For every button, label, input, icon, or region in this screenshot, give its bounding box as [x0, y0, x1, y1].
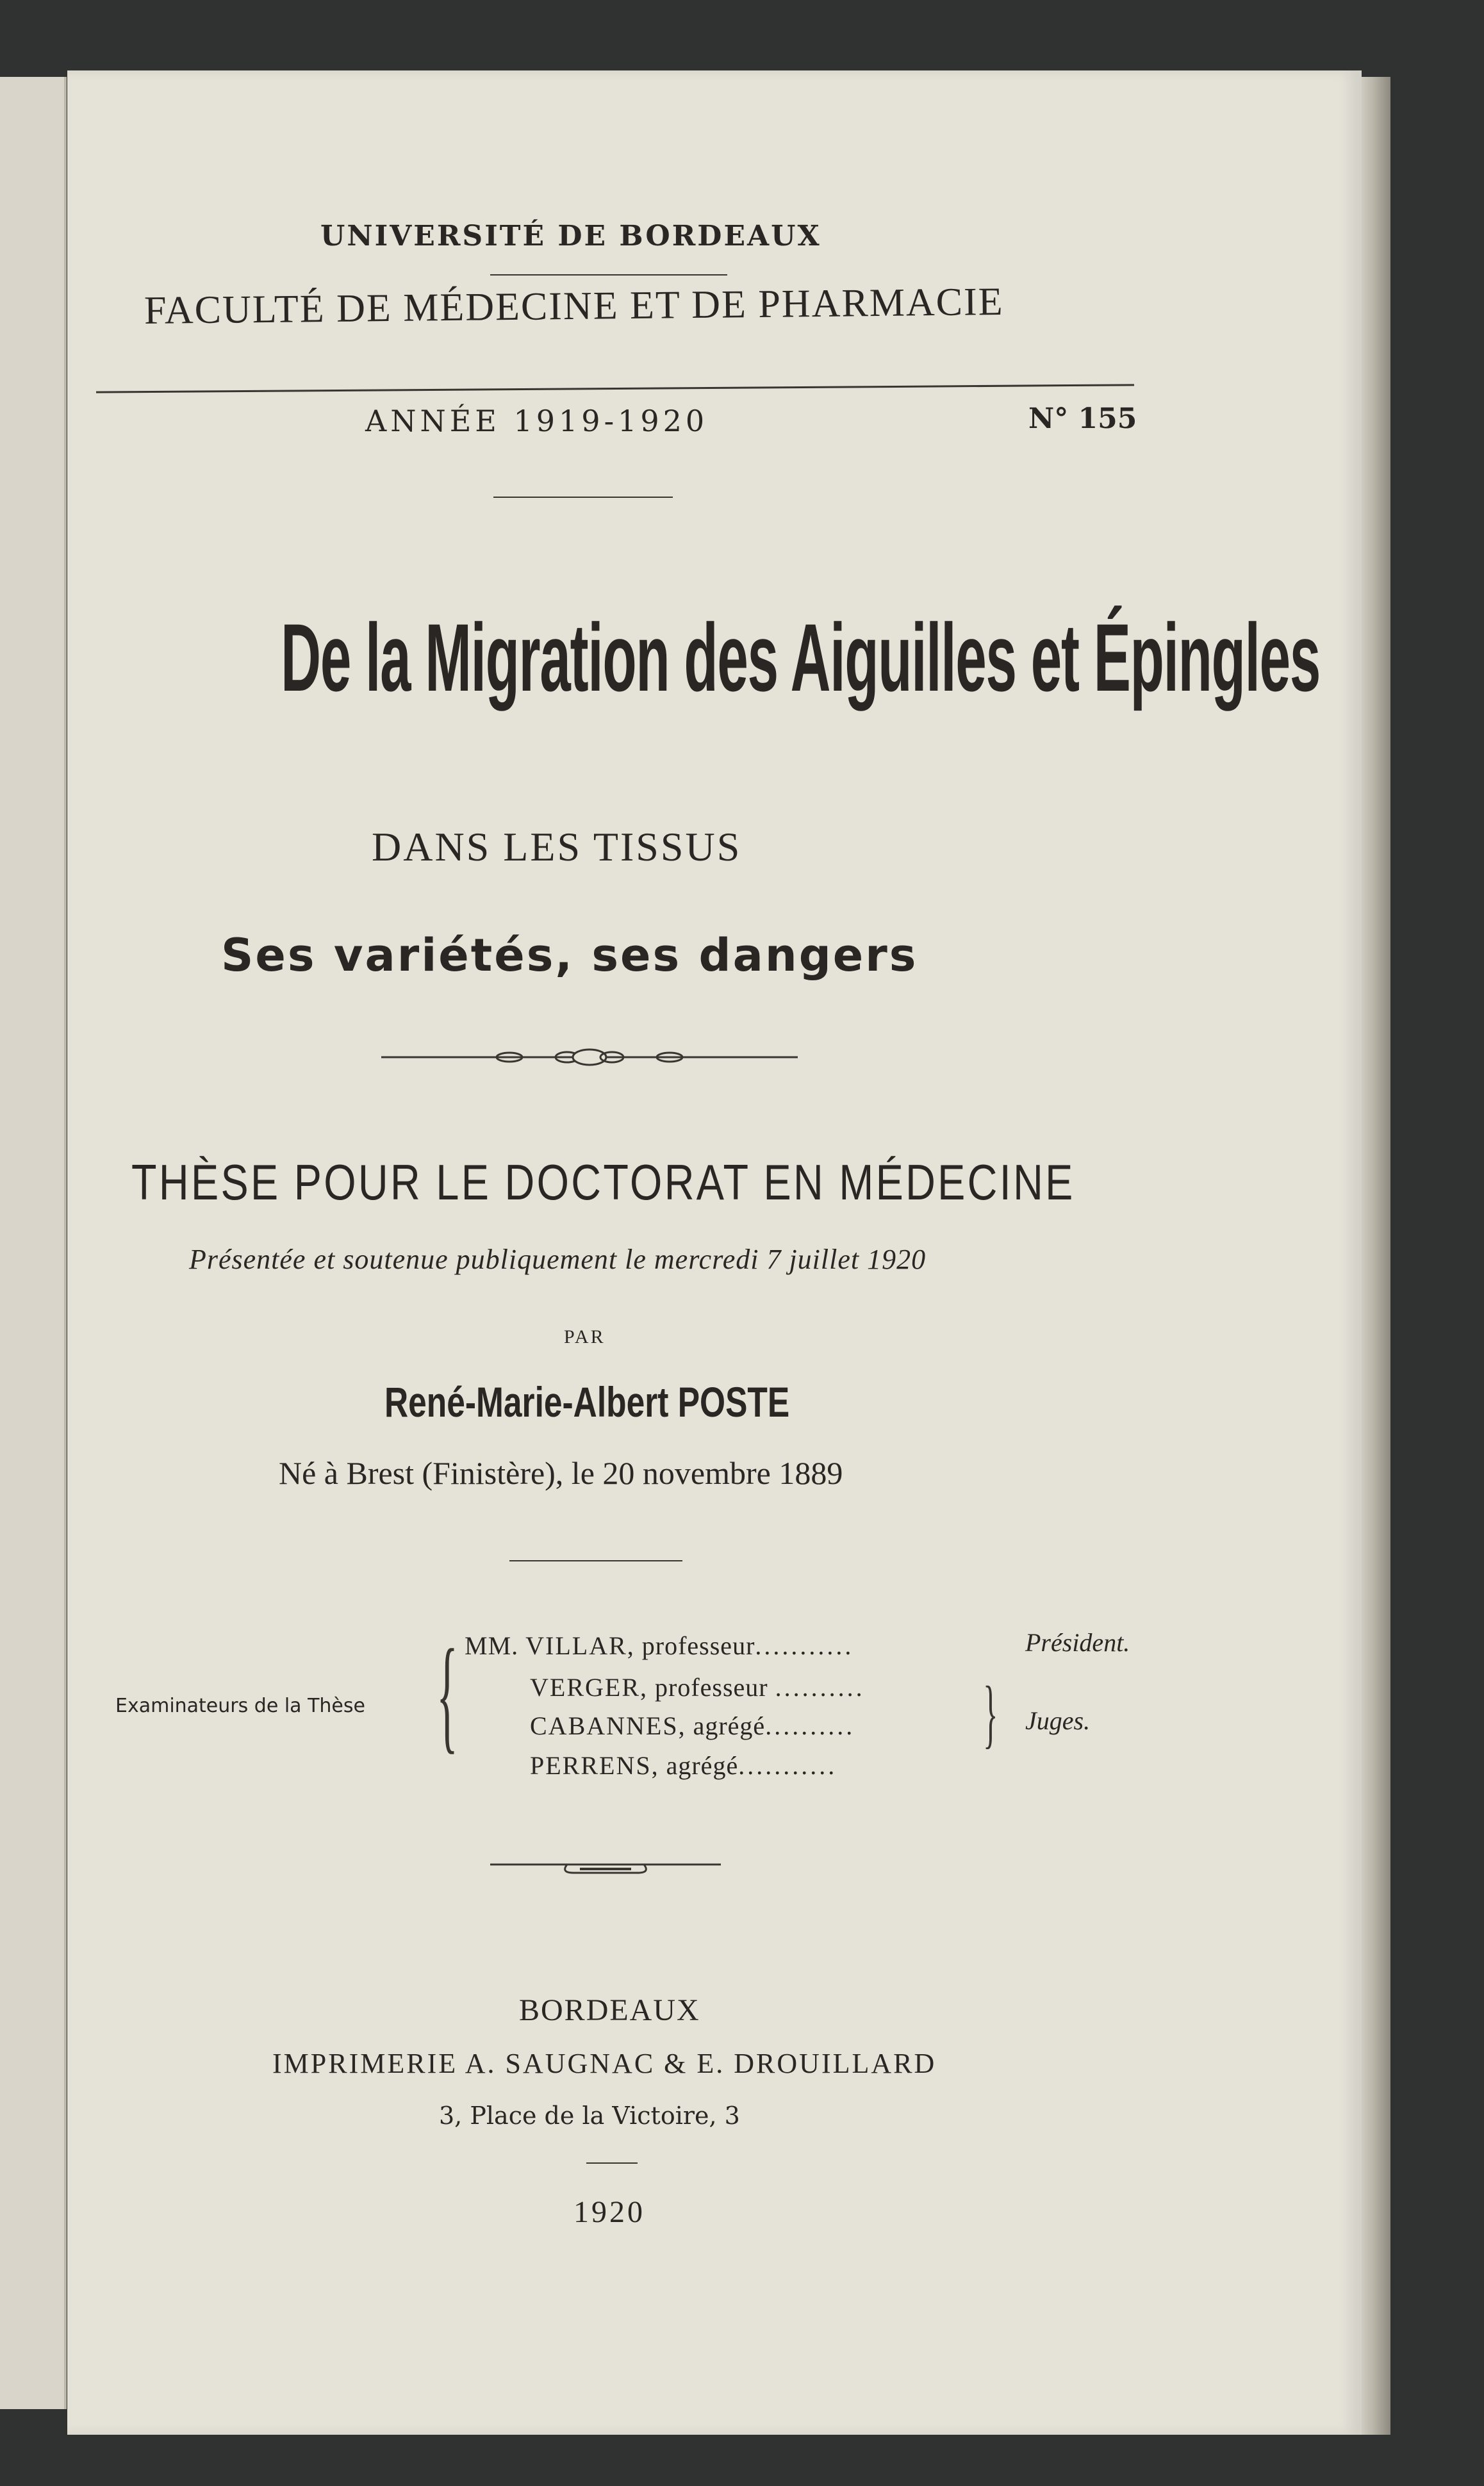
examiner-row [465, 1631, 853, 1661]
year-rule [493, 497, 673, 498]
thesis-number: N° 155 [1028, 402, 1137, 435]
examiner-prefix: MM. [465, 1631, 519, 1660]
ornament-divider [490, 1855, 721, 1881]
university-rule [490, 274, 727, 276]
imprint-city: BORDEAUX [519, 1993, 700, 2027]
university-name: UNIVERSITÉ DE BORDEAUX [320, 220, 821, 252]
examiner-row [530, 1711, 855, 1741]
title-page [67, 70, 1362, 2435]
author-rule [509, 1560, 682, 1561]
leader-dots: ........... [755, 1631, 854, 1660]
examiner-name: VILLAR, [525, 1631, 635, 1660]
faculty-name: FACULTÉ DE MÉDECINE ET DE PHARMACIE [144, 279, 1004, 333]
examiner-name: PERRENS, [530, 1751, 659, 1780]
examiner-name: CABANNES, [530, 1711, 686, 1740]
header-rule [96, 384, 1134, 393]
facing-page-edge [0, 77, 67, 2409]
title-line-3: Ses variétés, ses dangers [221, 929, 918, 982]
author-name: René-Marie-Albert POSTE [384, 1378, 790, 1426]
examiner-title: professeur [655, 1673, 768, 1702]
judges-brace: } [983, 1670, 998, 1756]
thesis-title: De la Migration des Aiguilles et Épingles [281, 604, 1321, 711]
examiner-title: agrégé [693, 1711, 766, 1740]
leader-dots: .......... [775, 1673, 865, 1702]
examiner-title: professeur [641, 1631, 755, 1660]
examiners-label: Examinateurs de la Thèse [115, 1695, 365, 1717]
by-label: PAR [564, 1326, 606, 1347]
imprint-printer: IMPRIMERIE A. SAUGNAC & E. DROUILLARD [272, 2048, 937, 2079]
imprint-address: 3, Place de la Victoire, 3 [439, 2102, 740, 2130]
examiner-row [530, 1672, 865, 1702]
leader-dots: .......... [765, 1711, 855, 1740]
imprint-rule [586, 2162, 638, 2164]
examiner-title: agrégé [666, 1751, 739, 1780]
imprint-year: 1920 [573, 2195, 645, 2229]
leader-dots: ........... [738, 1751, 837, 1780]
thesis-heading: THÈSE POUR LE DOCTORAT EN MÉDECINE [131, 1154, 1075, 1210]
title-line-2: DANS LES TISSUS [372, 824, 742, 869]
page-edge [1362, 77, 1390, 2435]
examiners-brace: { [436, 1624, 458, 1765]
author-birth: Né à Brest (Finistère), le 20 novembre 1889 [279, 1455, 843, 1491]
ornament-divider [381, 1044, 798, 1070]
examiner-name: VERGER, [530, 1673, 648, 1702]
judges-role: Juges. [1025, 1706, 1091, 1735]
defense-date: Présentée et soutenue publiquement le mercredi 7 juillet 1920 [189, 1244, 927, 1275]
examiner-row [530, 1750, 837, 1781]
academic-year: ANNÉE 1919-1920 [365, 404, 709, 438]
president-role: Président. [1025, 1628, 1130, 1657]
